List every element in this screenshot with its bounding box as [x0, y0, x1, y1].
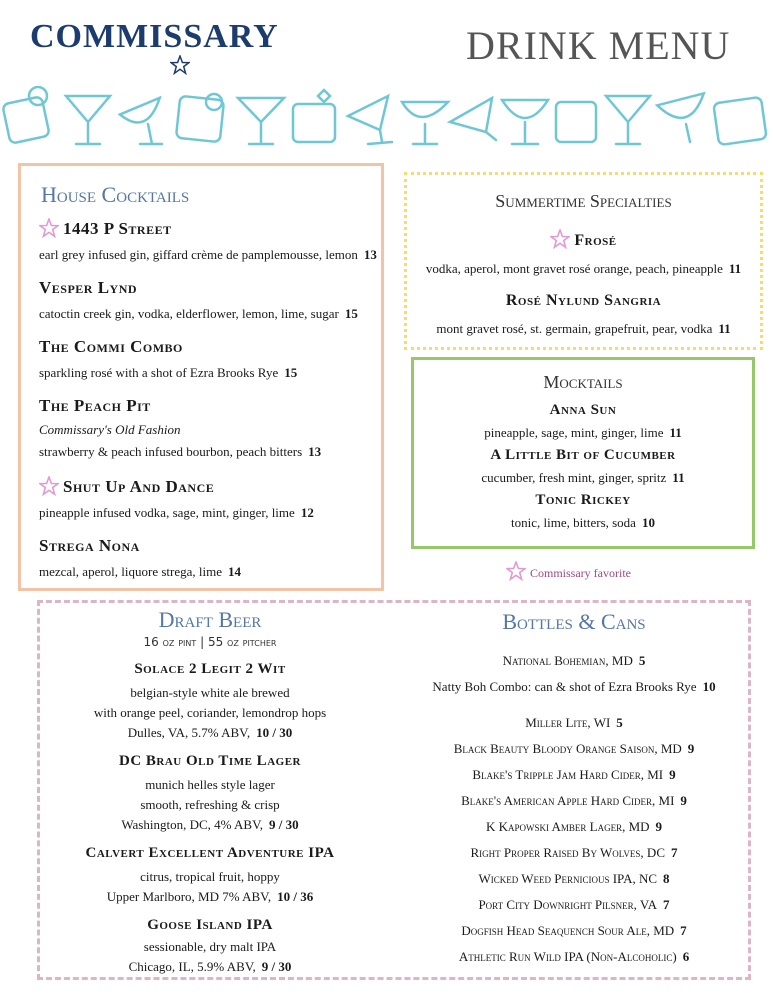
cocktail-glasses-illustration: [0, 86, 773, 148]
item-price: 11: [669, 425, 682, 440]
page-title: DRINK MENU: [466, 23, 731, 68]
item-desc: mezcal, aperol, liquore strega, lime: [39, 564, 223, 579]
house-cocktails-section: [18, 163, 384, 591]
item-name: The Commi Combo: [39, 337, 183, 356]
item-name: Frosé: [574, 232, 617, 249]
item-desc: munich helles style lager: [145, 777, 275, 792]
list-item: Black Beauty Bloody Orange Saison, MD 9: [453, 741, 695, 756]
favorite-star-icon: [39, 218, 59, 238]
item-desc: vodka, aperol, mont gravet rosé orange, peach, pineapple: [425, 261, 723, 276]
list-item: Miller Lite, WI 5: [525, 715, 623, 730]
list-item: Blake's Tripple Jam Hard Cider, MI 9: [472, 767, 676, 782]
section-title: Bottles & Cans: [502, 609, 646, 634]
item-desc: citrus, tropical fruit, hoppy: [140, 869, 280, 884]
item-price: 13: [363, 247, 377, 262]
item-origin: Dulles, VA, 5.7% ABV,: [127, 725, 251, 740]
list-item: K Kapowski Amber Lager, MD 9: [485, 819, 663, 834]
item-name: Shut Up And Dance: [63, 477, 215, 496]
section-title: House Cocktails: [41, 182, 190, 207]
mocktails-section: [411, 357, 755, 549]
section-title: Draft Beer: [158, 607, 262, 632]
list-item: Dogfish Head Seaquench Sour Ale, MD 7: [461, 923, 687, 938]
item-origin: Upper Marlboro, MD 7% ABV,: [106, 889, 272, 904]
item-name: 1443 P Street: [63, 219, 172, 238]
item-subtitle: Commissary's Old Fashion: [39, 422, 181, 437]
item-origin: Chicago, IL, 5.9% ABV,: [128, 959, 256, 974]
menu-item: [39, 278, 358, 322]
item-desc: cucumber, fresh mint, ginger, spritz: [481, 470, 667, 485]
item-price: 9 / 30: [261, 959, 292, 974]
item-price: 13: [308, 444, 322, 459]
item-price: 11: [672, 470, 685, 485]
item-price: 10 / 30: [256, 725, 293, 740]
brand-logo: COMMISSARY: [30, 18, 279, 55]
item-name: The Peach Pit: [39, 396, 151, 415]
beer-section: [37, 600, 751, 980]
item-name: Rosé Nylund Sangria: [505, 292, 662, 309]
item-desc: pineapple infused vodka, sage, mint, ginger, lime: [39, 505, 295, 520]
list-item: Wicked Weed Pernicious IPA, NC 8: [478, 871, 670, 886]
item-name: Solace 2 Legit 2 Wit: [134, 661, 286, 677]
legend-text: Commissary favorite: [530, 566, 631, 580]
item-name: Anna Sun: [549, 402, 617, 418]
item-name: Goose Island IPA: [147, 917, 273, 933]
menu-item: [39, 218, 377, 263]
pour-sizes: 16 oz pint | 55 oz pitcher: [143, 635, 277, 649]
item-price: 14: [228, 564, 242, 579]
bottles-column: [400, 603, 748, 977]
menu-item: [39, 476, 314, 521]
item-price: 15: [284, 365, 298, 380]
favorite-legend: [506, 561, 631, 581]
item-price: 10 / 36: [277, 889, 314, 904]
item-desc: sparkling rosé with a shot of Ezra Brooks Rye: [39, 365, 279, 380]
favorite-star-icon: [550, 229, 570, 249]
summertime-specialties-section: [404, 172, 763, 350]
item-price: 12: [300, 505, 314, 520]
item-price: 15: [344, 306, 358, 321]
list-item: Natty Boh Combo: can & shot of Ezra Brooks Rye 10: [432, 679, 716, 694]
item-price: 11: [728, 261, 742, 276]
item-desc: with orange peel, coriander, lemondrop hops: [93, 705, 327, 720]
item-name: Calvert Excellent Adventure IPA: [85, 845, 335, 861]
item-desc: mont gravet rosé, st. germain, grapefruit, pear, vodka: [436, 321, 713, 336]
item-price: 9 / 30: [269, 817, 299, 832]
item-desc: earl grey infused gin, giffard crème de pamplemousse, lemon: [39, 247, 358, 262]
item-desc: sessionable, dry malt IPA: [143, 939, 277, 954]
item-name: Vesper Lynd: [39, 278, 138, 297]
list-item: Athletic Run Wild IPA (Non-Alcoholic) 6: [458, 949, 690, 964]
item-name: Strega Nona: [39, 536, 140, 555]
item-price: 11: [718, 321, 731, 336]
item-desc: pineapple, sage, mint, ginger, lime: [484, 425, 664, 440]
item-desc: catoctin creek gin, vodka, elderflower, lemon, lime, sugar: [39, 306, 339, 321]
section-title: Summertime Specialties: [495, 191, 672, 211]
favorite-star-icon: [506, 561, 526, 581]
item-desc: strawberry & peach infused bourbon, peach bitters: [39, 444, 303, 459]
item-name: A Little Bit of Cucumber: [490, 447, 676, 463]
list-item: Right Proper Raised By Wolves, DC 7: [470, 845, 678, 860]
item-name: DC Brau Old Time Lager: [119, 753, 301, 769]
list-item: Blake's American Apple Hard Cider, MI 9: [461, 793, 687, 808]
item-desc: belgian-style white ale brewed: [130, 685, 290, 700]
item-desc: tonic, lime, bitters, soda: [511, 515, 636, 530]
menu-item: [39, 536, 241, 580]
draft-beer-column: [40, 603, 380, 977]
section-title: Mocktails: [543, 372, 623, 392]
favorite-star-icon: [39, 476, 59, 496]
list-item: National Bohemian, MD 5: [502, 653, 646, 668]
item-name: Tonic Rickey: [535, 492, 631, 508]
list-item: Port City Downright Pilsner, VA 7: [478, 897, 670, 912]
menu-item: [39, 396, 321, 460]
star-icon: [170, 55, 190, 75]
item-desc: smooth, refreshing & crisp: [140, 797, 280, 812]
item-price: 10: [641, 515, 655, 530]
item-origin: Washington, DC, 4% ABV,: [121, 817, 264, 832]
menu-item: [39, 337, 297, 381]
